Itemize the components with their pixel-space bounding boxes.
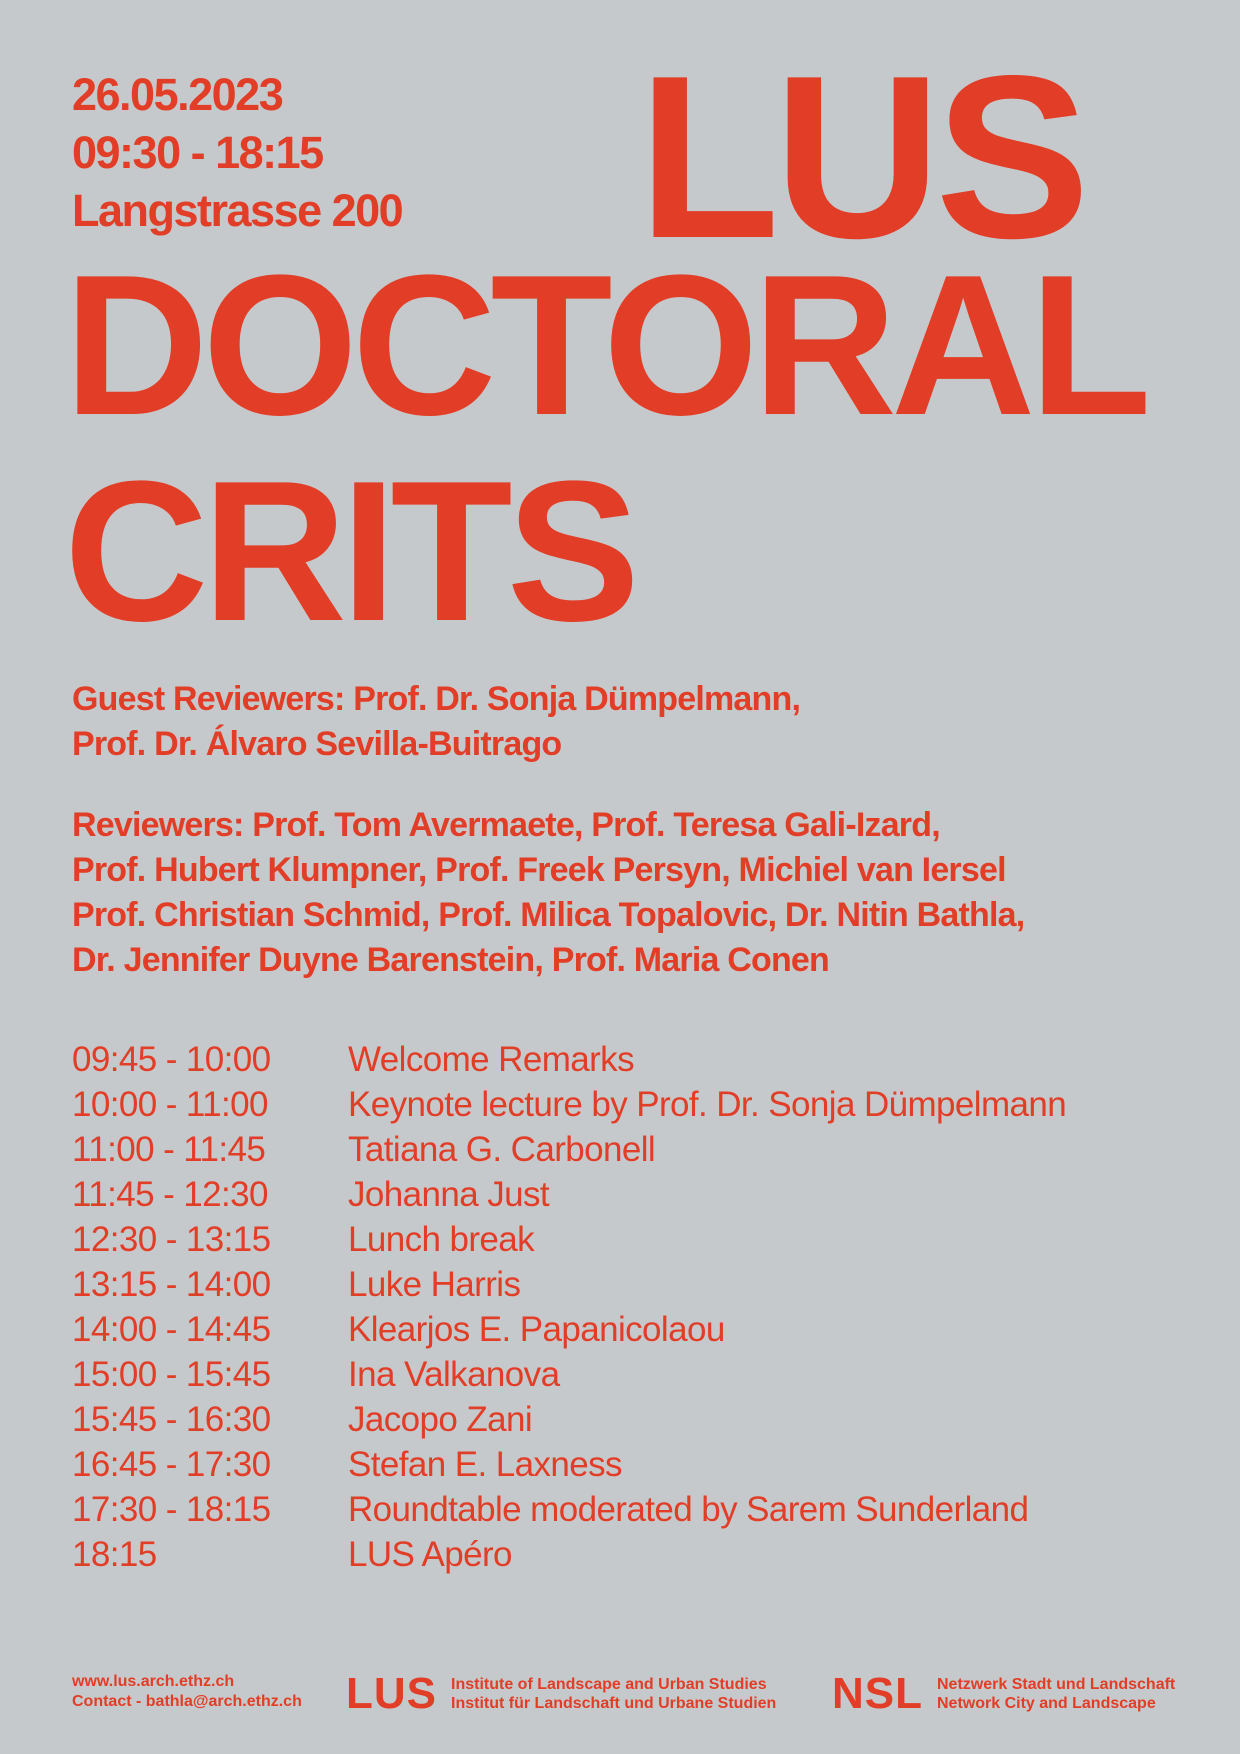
schedule-item: Klearjos E. Papanicolaou (348, 1310, 725, 1349)
schedule-time: 16:45 - 17:30 (72, 1445, 271, 1484)
schedule-time: 11:00 - 11:45 (72, 1130, 266, 1169)
schedule-time: 13:15 - 14:00 (72, 1265, 271, 1304)
schedule-item: Ina Valkanova (348, 1355, 560, 1394)
title-lus: LUS (638, 28, 1084, 287)
nsl-name-de: Netzwerk Stadt und Landschaft (937, 1676, 1176, 1693)
footer-contact (72, 1672, 302, 1712)
schedule-time: 11:45 - 12:30 (72, 1175, 268, 1214)
lus-name-de: Institut für Landschaft und Urbane Studien (451, 1695, 777, 1712)
schedule-row (72, 1532, 1066, 1577)
schedule-item: Luke Harris (348, 1265, 521, 1304)
schedule-time: 18:15 (72, 1535, 157, 1574)
schedule-time: 09:45 - 10:00 (72, 1040, 271, 1079)
lus-logo-block (346, 1669, 777, 1718)
schedule-item: Johanna Just (348, 1175, 550, 1214)
event-date: 26.05.2023 (72, 69, 283, 120)
schedule-time: 15:45 - 16:30 (72, 1400, 271, 1439)
schedule-time: 15:00 - 15:45 (72, 1355, 271, 1394)
schedule (72, 1037, 1066, 1577)
schedule-item: Keynote lecture by Prof. Dr. Sonja Dümpelmann (348, 1085, 1067, 1124)
schedule-item: Roundtable moderated by Sarem Sunderland (348, 1490, 1029, 1529)
reviewers-line: Reviewers: Prof. Tom Avermaete, Prof. Teresa Gali-Izard, (72, 806, 940, 844)
reviewers-line: Prof. Hubert Klumpner, Prof. Freek Persyn, Michiel van Iersel (72, 851, 1006, 889)
schedule-row (72, 1172, 1066, 1217)
schedule-row (72, 1262, 1066, 1307)
schedule-time: 10:00 - 11:00 (72, 1085, 268, 1124)
title-doctoral: DOCTORAL (64, 234, 1146, 457)
event-time: 09:30 - 18:15 (72, 127, 323, 178)
nsl-network-name (937, 1675, 1175, 1713)
schedule-item: Lunch break (348, 1220, 535, 1259)
title-crits: CRITS (64, 440, 634, 663)
schedule-row (72, 1037, 1066, 1082)
nsl-logo-block (832, 1669, 1176, 1718)
nsl-name-en: Network City and Landscape (937, 1695, 1156, 1712)
schedule-row (72, 1397, 1066, 1442)
schedule-item: Stefan E. Laxness (348, 1445, 622, 1484)
schedule-row (72, 1307, 1066, 1352)
event-location: Langstrasse 200 (72, 185, 403, 236)
schedule-item: Welcome Remarks (348, 1040, 634, 1079)
website-link[interactable]: www.lus.arch.ethz.ch (72, 1673, 235, 1690)
schedule-row (72, 1082, 1066, 1127)
schedule-time: 14:00 - 14:45 (72, 1310, 271, 1349)
guest-reviewers (72, 677, 800, 767)
reviewers-line: Dr. Jennifer Duyne Barenstein, Prof. Maria Conen (72, 941, 830, 979)
schedule-row (72, 1352, 1066, 1397)
guest-reviewers-line: Guest Reviewers: Prof. Dr. Sonja Dümpelmann, (72, 680, 801, 718)
schedule-time: 12:30 - 13:15 (72, 1220, 271, 1259)
reviewers (72, 803, 1024, 983)
contact-email[interactable]: Contact - bathla@arch.ethz.ch (72, 1693, 302, 1710)
schedule-time: 17:30 - 18:15 (72, 1490, 271, 1529)
schedule-item: Tatiana G. Carbonell (348, 1130, 656, 1169)
guest-reviewers-line: Prof. Dr. Álvaro Sevilla-Buitrago (72, 725, 562, 763)
lus-logo: LUS (346, 1669, 437, 1718)
lus-institute-name (451, 1675, 776, 1713)
nsl-logo: NSL (832, 1669, 923, 1718)
reviewers-line: Prof. Christian Schmid, Prof. Milica Topalovic, Dr. Nitin Bathla, (72, 896, 1025, 934)
schedule-item: Jacopo Zani (348, 1400, 533, 1439)
schedule-row (72, 1127, 1066, 1172)
schedule-row (72, 1442, 1066, 1487)
schedule-row (72, 1217, 1066, 1262)
lus-name-en: Institute of Landscape and Urban Studies (451, 1676, 767, 1693)
event-info (72, 66, 402, 240)
schedule-item: LUS Apéro (348, 1535, 512, 1574)
schedule-row (72, 1487, 1066, 1532)
